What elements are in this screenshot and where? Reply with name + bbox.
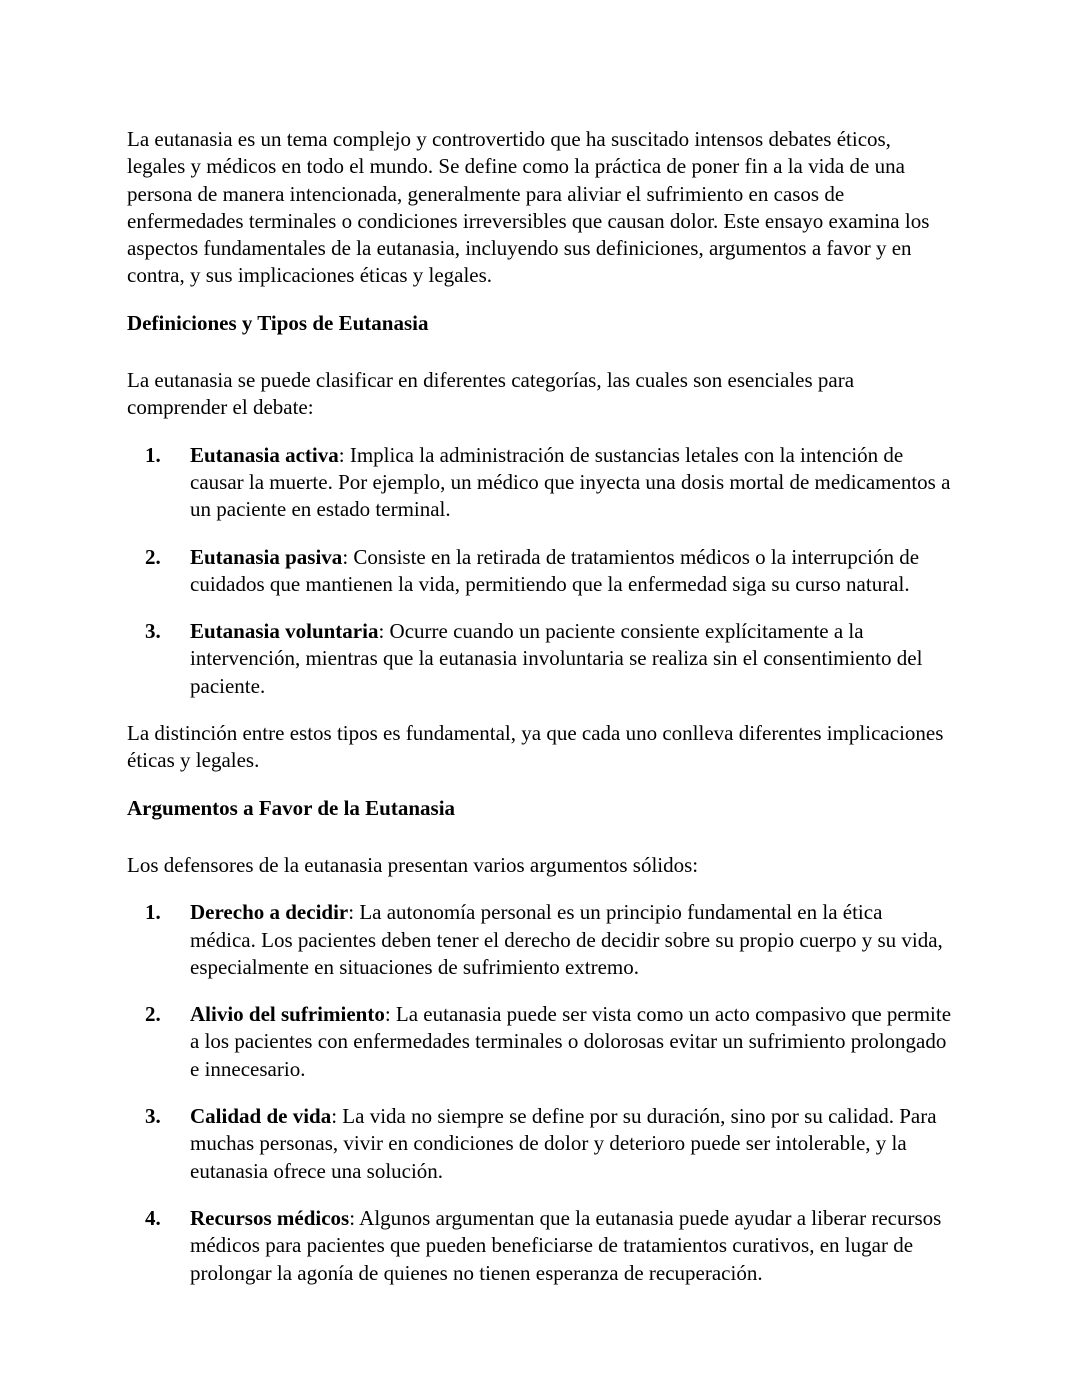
list-item-description: : La eutanasia puede ser vista como un acto compasivo que permite a los pacientes con enfermedades terminales o dolorosas evitar un sufrimiento prolongado e innecesario. (190, 1002, 952, 1081)
numbered-list-tipos (127, 442, 953, 700)
list-item-text (190, 1001, 953, 1083)
list-item-term: Derecho a decidir (190, 900, 349, 925)
list-item-number: 2. (145, 544, 161, 569)
section-lead-paragraph: Los defensores de la eutanasia presentan varios argumentos sólidos: (127, 852, 699, 877)
list-item-term: Calidad de vida (190, 1104, 332, 1129)
list-item-text (190, 1103, 953, 1185)
list-item-number: 4. (145, 1205, 161, 1230)
list-item-description: : Consiste en la retirada de tratamientos médicos o la interrupción de cuidados que mantienen la vida, permitiendo que la enfermedad siga su curso natural. (190, 544, 920, 596)
list-item-text (190, 1205, 953, 1287)
list-item-term: Eutanasia voluntaria (190, 619, 379, 644)
list-item-number: 3. (145, 619, 161, 644)
list-item (127, 544, 953, 599)
list-item (127, 1205, 953, 1287)
list-item-description: : Implica la administración de sustancias letales con la intención de causar la muerte. Por ejemplo, un médico que inyecta una dosis mortal de medicamentos a un paciente en estado terminal. (190, 442, 951, 522)
list-item-term: Alivio del sufrimiento (190, 1002, 385, 1027)
numbered-list-argumentos (127, 899, 953, 1287)
list-item (127, 1001, 953, 1083)
list-item-description: : Ocurre cuando un paciente consiente explícitamente a la intervención, mientras que la eutanasia involuntaria se realiza sin el consentimiento del paciente. (190, 619, 923, 698)
section-heading-definiciones: Definiciones y Tipos de Eutanasia (127, 310, 429, 335)
list-item (127, 899, 953, 981)
list-item-number: 2. (145, 1002, 161, 1027)
list-item-text (190, 442, 953, 524)
list-item (127, 1103, 953, 1185)
list-item-text (190, 544, 953, 599)
section-closing-paragraph: La distinción entre estos tipos es fundamental, ya que cada uno conlleva diferentes implicaciones éticas y legales. (127, 721, 944, 773)
list-item-text (190, 618, 953, 700)
list-item-number: 3. (145, 1104, 161, 1129)
list-item-description: : La vida no siempre se define por su duración, sino por su calidad. Para muchas personas, vivir en condiciones de dolor y deterioro puede ser intolerable, y la eutanasia ofrece una solución. (190, 1104, 937, 1183)
section-lead-paragraph: La eutanasia se puede clasificar en diferentes categorías, las cuales son esenciales para comprender el debate: (127, 368, 855, 420)
list-item-text (190, 899, 953, 981)
list-item-number: 1. (145, 900, 161, 925)
intro-paragraph: La eutanasia es un tema complejo y controvertido que ha suscitado intensos debates éticos, legales y médicos en todo el mundo. Se define como la práctica de poner fin a la vida de una persona de manera intencionada, generalmente para aliviar el sufrimiento en casos de enfermedades terminales o condiciones irreversibles que causan dolor. Este ensayo examina los aspectos fundamentales de la eutanasia, incluyendo sus definiciones, argumentos a favor y en contra, y sus implicaciones éticas y legales. (127, 127, 930, 288)
list-item-number: 1. (145, 442, 161, 467)
list-item-description: : La autonomía personal es un principio fundamental en la ética médica. Los pacientes deben tener el derecho de decidir sobre su propio cuerpo y su vida, especialmente en situaciones de sufrimiento extremo. (190, 900, 943, 979)
list-item-description: : Algunos argumentan que la eutanasia puede ayudar a liberar recursos médicos para pacientes que pueden beneficiarse de tratamientos curativos, en lugar de prolongar la agonía de quienes no tienen esperanza de recuperación. (190, 1205, 942, 1285)
list-item-term: Eutanasia pasiva (190, 544, 343, 569)
list-item (127, 442, 953, 524)
section-heading-argumentos: Argumentos a Favor de la Eutanasia (127, 795, 456, 820)
list-item-term: Recursos médicos (190, 1205, 350, 1230)
list-item (127, 618, 953, 700)
list-item-term: Eutanasia activa (190, 442, 339, 467)
